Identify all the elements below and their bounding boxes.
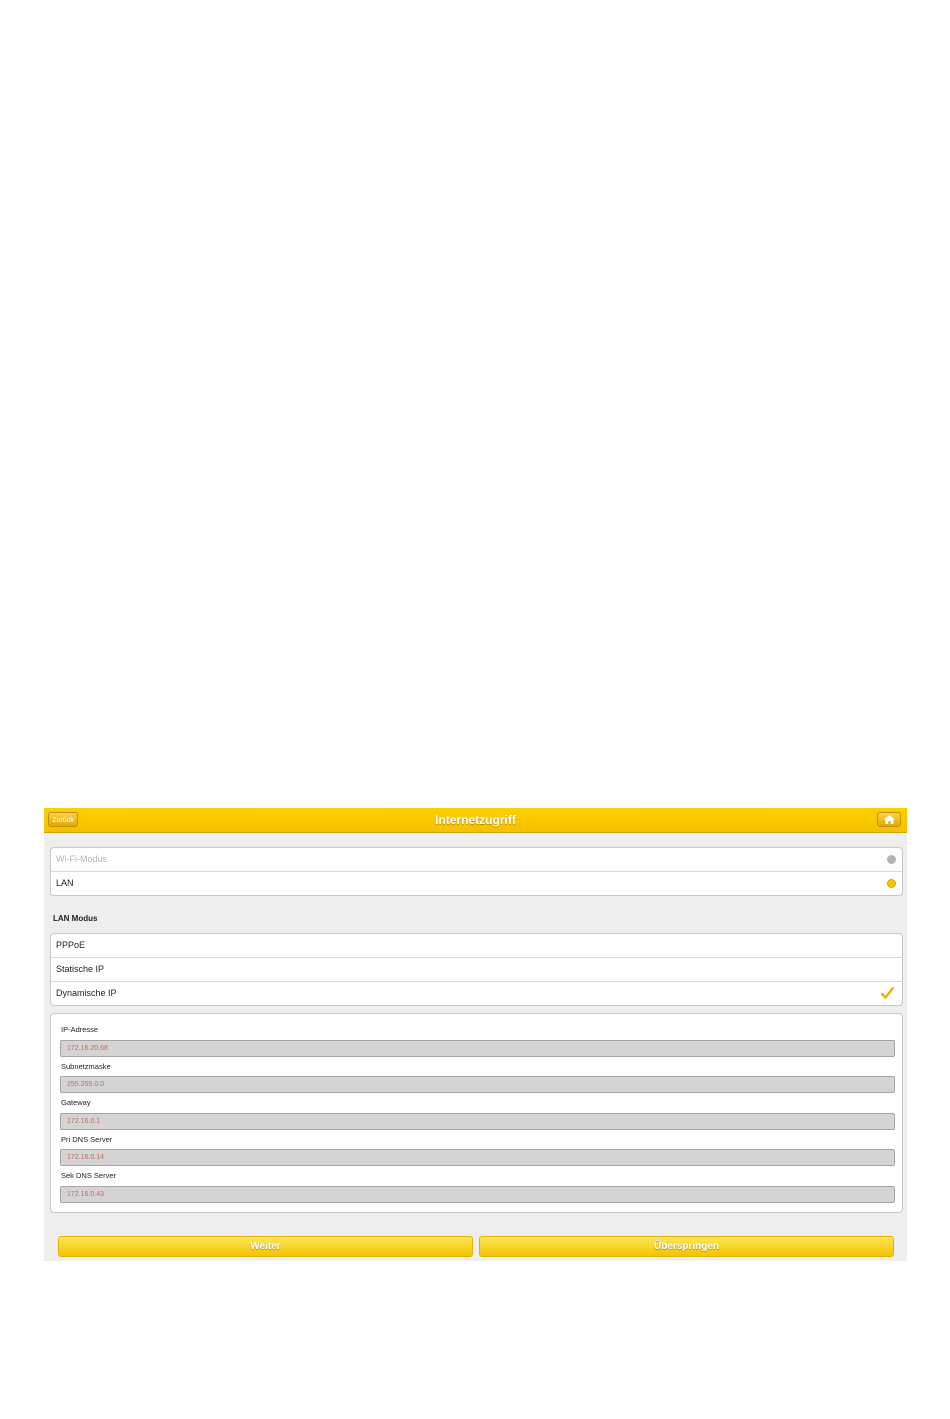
page-title: Internetzugriff xyxy=(435,813,516,827)
skip-button[interactable]: Überspringen xyxy=(479,1236,894,1257)
option-wifi-mode[interactable] xyxy=(51,848,902,872)
option-dynamic-ip[interactable] xyxy=(51,982,902,1005)
radio-unselected-icon xyxy=(887,855,896,864)
option-label: Dynamische IP xyxy=(56,988,117,998)
subnet-mask-field[interactable]: 255.255.0.0 xyxy=(60,1076,895,1093)
back-button[interactable]: Zurück xyxy=(48,812,78,827)
sek-dns-label: Sek DNS Server xyxy=(61,1171,117,1180)
sek-dns-field[interactable]: 172.16.0.43 xyxy=(60,1186,895,1203)
lan-mode-list xyxy=(50,933,903,1006)
option-label: Statische IP xyxy=(56,964,105,974)
option-label: PPPoE xyxy=(56,940,86,950)
ip-settings-panel xyxy=(50,1013,903,1213)
ip-address-label: IP-Adresse xyxy=(61,1025,99,1034)
pri-dns-field[interactable]: 172.16.0.14 xyxy=(60,1149,895,1166)
ip-address-field[interactable]: 172.16.20.68 xyxy=(60,1040,895,1057)
next-button[interactable]: Weiter xyxy=(58,1236,473,1257)
option-label: Wi-Fi-Modus xyxy=(56,854,107,864)
pri-dns-label: Pri DNS Server xyxy=(61,1135,113,1144)
option-pppoe[interactable] xyxy=(51,934,902,958)
home-button[interactable] xyxy=(877,812,901,827)
connection-mode-list xyxy=(50,847,903,896)
radio-selected-icon xyxy=(887,879,896,888)
navigation-bar xyxy=(44,808,907,833)
checkmark-icon xyxy=(881,987,894,999)
home-icon xyxy=(884,815,895,824)
option-label: LAN xyxy=(56,878,74,888)
gateway-label: Gateway xyxy=(61,1098,91,1107)
subnet-mask-label: Subnetzmaske xyxy=(61,1062,111,1071)
option-lan[interactable] xyxy=(51,872,902,895)
gateway-field[interactable]: 172.16.0.1 xyxy=(60,1113,895,1130)
option-static-ip[interactable] xyxy=(51,958,902,982)
lan-mode-heading: LAN Modus xyxy=(53,914,98,923)
internet-access-screen xyxy=(44,808,907,1261)
